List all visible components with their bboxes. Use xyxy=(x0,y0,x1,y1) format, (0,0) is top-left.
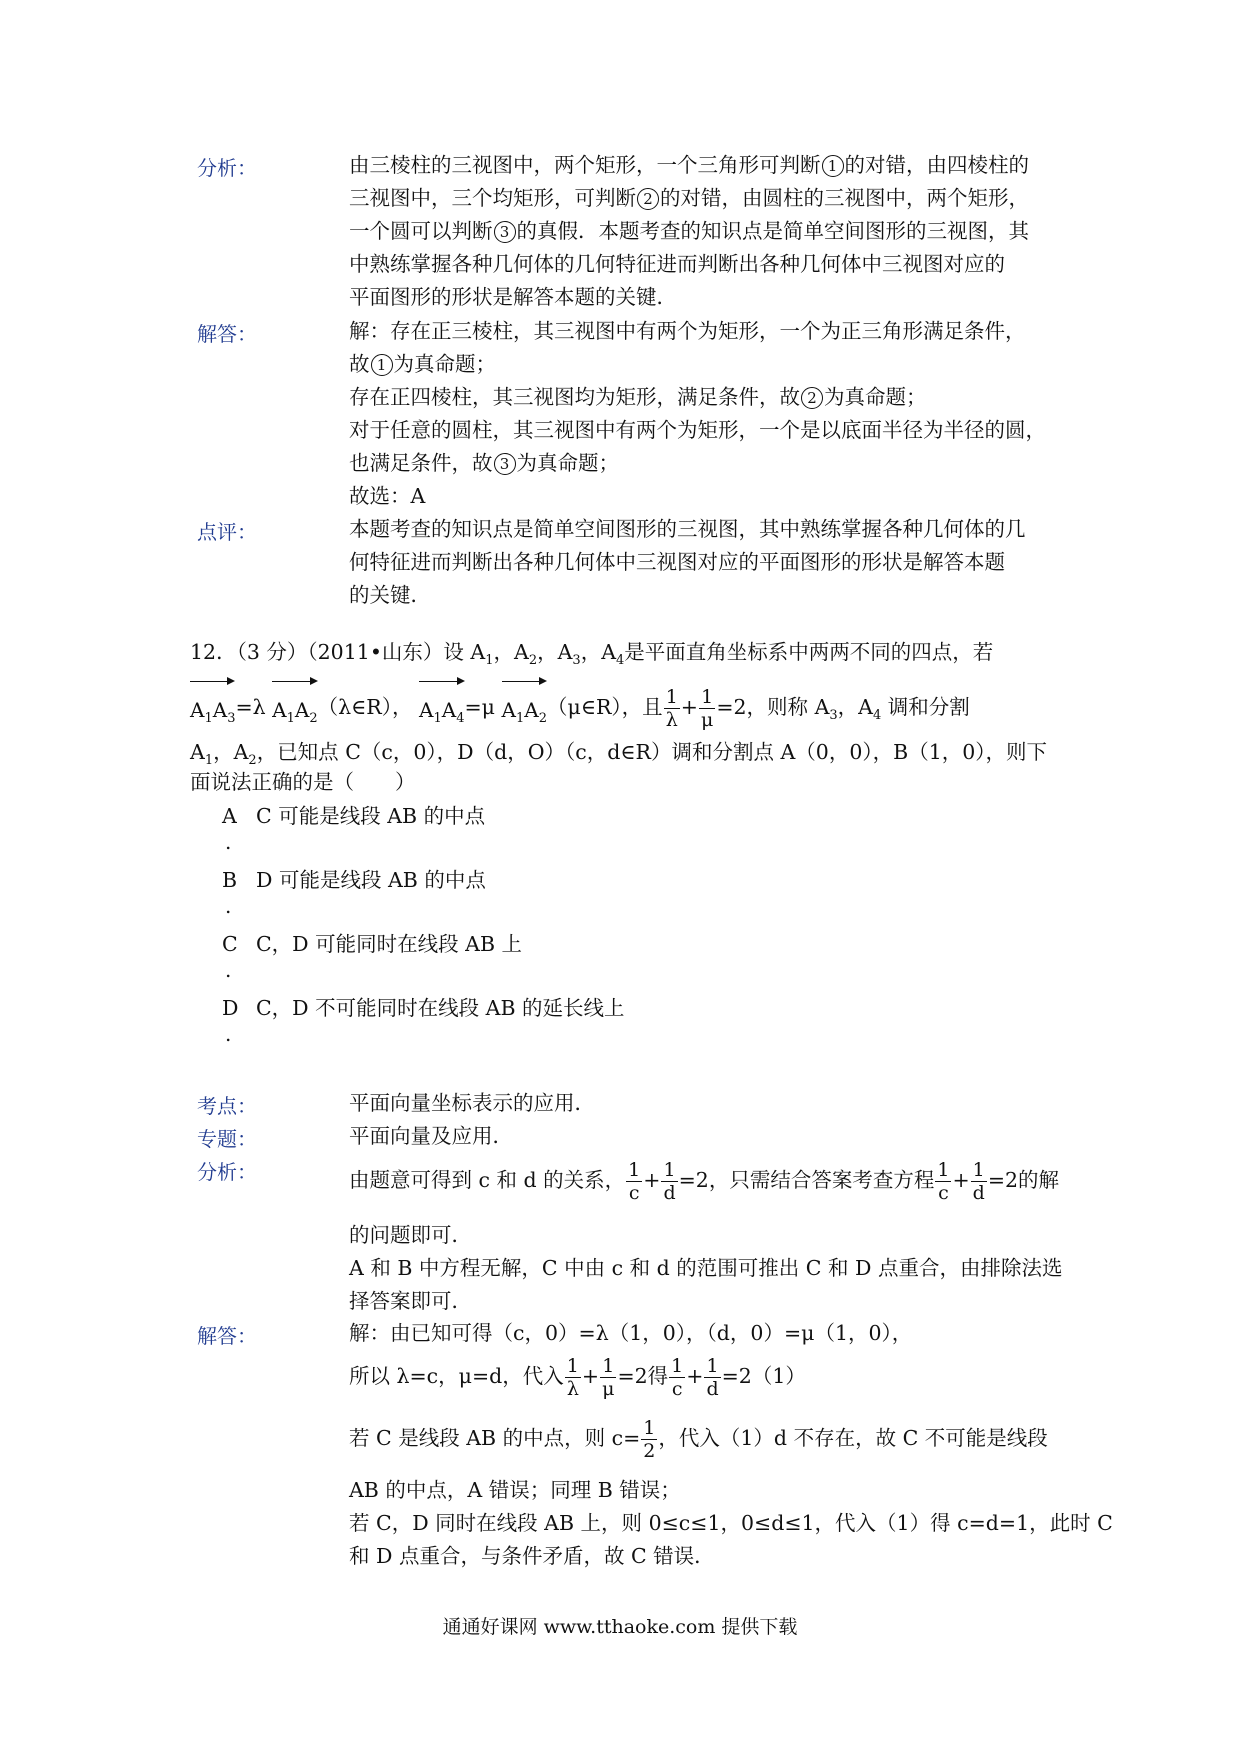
text-run: 的对错，由四棱柱的 xyxy=(844,153,1029,177)
comment-text-q11 xyxy=(349,513,1069,612)
text-line: 和 D 点重合，与条件矛盾，故 C 错误． xyxy=(349,1544,715,1568)
text-line: 故选：A xyxy=(349,484,426,508)
vector-a1a4: $A_1A_4$ xyxy=(419,676,464,741)
zhuanti-label-q12: 专题： xyxy=(197,1127,257,1151)
text-run: ，已知点 C（c，0），D（d，O）（c，d∈R）调和分割点 A（0，0），B（1，0），则下 xyxy=(256,740,1048,764)
option-letter: D xyxy=(222,996,239,1020)
text-run: ，代入（1）d 不存在，故 C 不可能是线段 xyxy=(658,1426,1048,1450)
text-run: + xyxy=(581,1364,600,1388)
page-footer: 通通好课网 www.tthaoke.com 提供下载 xyxy=(442,1616,798,1638)
analysis-text-q11 xyxy=(349,149,1069,314)
text-run: 为真命题； xyxy=(393,352,496,376)
subscript: 4 xyxy=(616,653,625,669)
analysis-label-q11: 分析： xyxy=(197,156,257,180)
circled-number-2: 2 xyxy=(801,387,823,409)
text-run: =2，只需结合答案考查方程 xyxy=(678,1168,935,1192)
fraction-1-over-c: $\frac{1}{c}$ xyxy=(671,1355,684,1400)
option-dot: . xyxy=(225,894,232,918)
text-run: 调和分割 xyxy=(887,695,970,719)
option-d xyxy=(222,991,625,1021)
solution-label-q12: 解答： xyxy=(197,1324,257,1348)
text-run: 所以 λ=c，μ=d，代入 xyxy=(349,1364,564,1388)
subscript: 1 xyxy=(485,653,494,669)
fraction-1-over-mu: $\frac{1}{\mu}$ xyxy=(602,1355,615,1400)
circled-number-1: 1 xyxy=(371,354,393,376)
subscript: 2 xyxy=(528,653,538,669)
text-run: （μ∈R），且 xyxy=(547,695,663,719)
option-text: C，D 不可能同时在线段 AB 的延长线上 xyxy=(256,996,625,1020)
comment-label-q11: 点评： xyxy=(197,520,257,544)
solution-text-q11 xyxy=(349,315,1069,513)
text-run: ， xyxy=(837,695,859,719)
fraction-1-over-mu: $\frac{1}{\mu}$ xyxy=(700,686,714,731)
circled-number-2: 2 xyxy=(637,188,659,210)
subscript: 3 xyxy=(572,653,581,669)
text-line: 的关键． xyxy=(349,583,431,607)
option-text: D 可能是线段 AB 的中点 xyxy=(256,868,486,892)
text-line: A 和 B 中方程无解，C 中由 c 和 d 的范围可推出 C 和 D 点重合，由排除法选 xyxy=(349,1256,1063,1280)
text-run: 由题意可得到 c 和 d 的关系， xyxy=(349,1168,626,1192)
fraction-1-over-2: $\frac{1}{2}$ xyxy=(643,1417,656,1462)
option-letter: C xyxy=(222,932,238,956)
text-line: 的问题即可． xyxy=(349,1223,472,1247)
text-run: ， xyxy=(213,740,234,764)
text-run: 为真命题； xyxy=(824,385,927,409)
text-run: ， xyxy=(537,640,558,664)
text-run: =2得 xyxy=(617,1364,669,1388)
fraction-1-over-lambda: $\frac{1}{\lambda}$ xyxy=(566,1355,579,1400)
text-line: 若 C，D 同时在线段 AB 上，则 0≤c≤1，0≤d≤1，代入（1）得 c=d=1，此时 C xyxy=(349,1511,1113,1535)
text-run: + xyxy=(952,1168,970,1192)
text-run: + xyxy=(643,1168,661,1192)
text-run: （λ∈R）， xyxy=(317,695,413,719)
circled-number-1: 1 xyxy=(822,155,844,177)
zhuanti-text-q12: 平面向量及应用． xyxy=(349,1124,513,1148)
text-run: 故 xyxy=(349,352,370,376)
solution-text-q12 xyxy=(349,1317,1113,1573)
circled-number-3: 3 xyxy=(494,221,516,243)
text-line: 何特征进而判断出各种几何体中三视图对应的平面图形的形状是解答本题 xyxy=(349,550,1005,574)
solution-label-q11: 解答： xyxy=(197,322,257,346)
option-a xyxy=(222,799,485,829)
analysis-text-q12 xyxy=(349,1155,1069,1318)
text-run: ， xyxy=(580,640,602,664)
kaodian-text-q12: 平面向量坐标表示的应用． xyxy=(349,1091,595,1115)
fraction-1-over-d: $\frac{1}{d}$ xyxy=(972,1159,985,1204)
option-text: C，D 可能同时在线段 AB 上 xyxy=(256,932,523,956)
text-run: =2的解 xyxy=(987,1168,1060,1192)
text-run: =2（1） xyxy=(721,1364,806,1388)
text-run: 的真假．本题考查的知识点是简单空间图形的三视图，其 xyxy=(516,219,1029,243)
text-run: 是平面直角坐标系中两两不同的四点，若 xyxy=(624,640,994,664)
text-line: 中熟练掌握各种几何体的几何特征进而判断出各种几何体中三视图对应的 xyxy=(349,252,1005,276)
fraction-1-over-d: $\frac{1}{d}$ xyxy=(663,1159,676,1204)
text-run: 为真命题； xyxy=(516,451,619,475)
text-run: + xyxy=(680,695,698,719)
option-letter: A xyxy=(222,804,237,828)
option-letter: B xyxy=(222,868,238,892)
fraction-1-over-c: $\frac{1}{c}$ xyxy=(937,1159,950,1204)
text-line: 择答案即可． xyxy=(349,1289,472,1313)
kaodian-label-q12: 考点： xyxy=(197,1094,257,1118)
text-run: 一个圆可以判断 xyxy=(349,219,493,243)
text-run: 存在正四棱柱，其三视图均为矩形，满足条件，故 xyxy=(349,385,800,409)
option-dot: . xyxy=(225,1022,232,1046)
option-dot: . xyxy=(225,958,232,982)
vector-a1a2: $A_1A_2$ xyxy=(272,676,317,741)
option-c xyxy=(222,927,522,957)
option-dot: . xyxy=(225,830,232,854)
text-run: =2，则称 A xyxy=(716,695,830,719)
question-12-stem-line3: $A_1$，$A_2$，已知点 C（c，0），D（d，O）（c，d∈R）调和分割点 A（0，0），B（1，0），则下 xyxy=(190,740,1048,769)
text-line: 对于任意的圆柱，其三视图中有两个为矩形，一个是以底面半径为半径的圆， xyxy=(349,418,1046,442)
text-line: 平面图形的形状是解答本题的关键． xyxy=(349,285,677,309)
vector-a1a2: $A_1A_2$ xyxy=(502,676,547,741)
text-run: 若 C 是线段 AB 的中点，则 c= xyxy=(349,1426,641,1450)
text-run: 三视图中，三个均矩形，可判断 xyxy=(349,186,636,210)
text-run: 的对错，由圆柱的三视图中，两个矩形， xyxy=(660,186,1029,210)
option-b xyxy=(222,863,486,893)
option-text: C 可能是线段 AB 的中点 xyxy=(256,804,486,828)
text-run: =μ xyxy=(464,695,495,719)
fraction-1-over-c: $\frac{1}{c}$ xyxy=(628,1159,641,1204)
fraction-1-over-lambda: $\frac{1}{\lambda}$ xyxy=(665,686,678,731)
text-line: 解：由已知可得（c，0）=λ（1，0），（d，0）=μ（1，0）， xyxy=(349,1321,913,1345)
circled-number-3: 3 xyxy=(494,453,516,475)
text-run: 由三棱柱的三视图中，两个矩形，一个三角形可判断 xyxy=(349,153,821,177)
question-12-stem-line4: 面说法正确的是（ ） xyxy=(190,770,416,794)
analysis-label-q12: 分析： xyxy=(197,1160,257,1184)
question-12-stem-line1: 12．（3 分）（2011•山东）设 $A_1$，$A_2$，$A_3$，$A_4$是平面直角坐标系中两两不同的四点，若 xyxy=(190,640,994,669)
text-run: ， xyxy=(493,640,515,664)
text-line: AB 的中点，A 错误；同理 B 错误； xyxy=(349,1478,681,1502)
fraction-1-over-d: $\frac{1}{d}$ xyxy=(706,1355,719,1400)
question-12-stem-line2: $A_1A_3=\lambda$ $A_1A_2(\lambda\in R)$， $A_1A_4=\mu$ $A_1A_2(\mu\in R)$，且 $\frac{1}{\lambda}$ + $\frac{1}{\mu}$ =2，则称 $A_3$，$A_4$ 调和分割 xyxy=(190,676,1070,741)
vector-a1a3: $A_1A_3$ xyxy=(190,676,235,741)
text-run: 也满足条件，故 xyxy=(349,451,493,475)
text-run: + xyxy=(686,1364,704,1388)
text-line: 本题考查的知识点是简单空间图形的三视图，其中熟练掌握各种几何体的几 xyxy=(349,517,1026,541)
text-line: 解：存在正三棱柱，其三视图中有两个为矩形，一个为正三角形满足条件， xyxy=(349,319,1026,343)
text-run: 12．（3 分）（2011•山东）设 A xyxy=(190,640,486,664)
text-run: =λ xyxy=(235,695,266,719)
